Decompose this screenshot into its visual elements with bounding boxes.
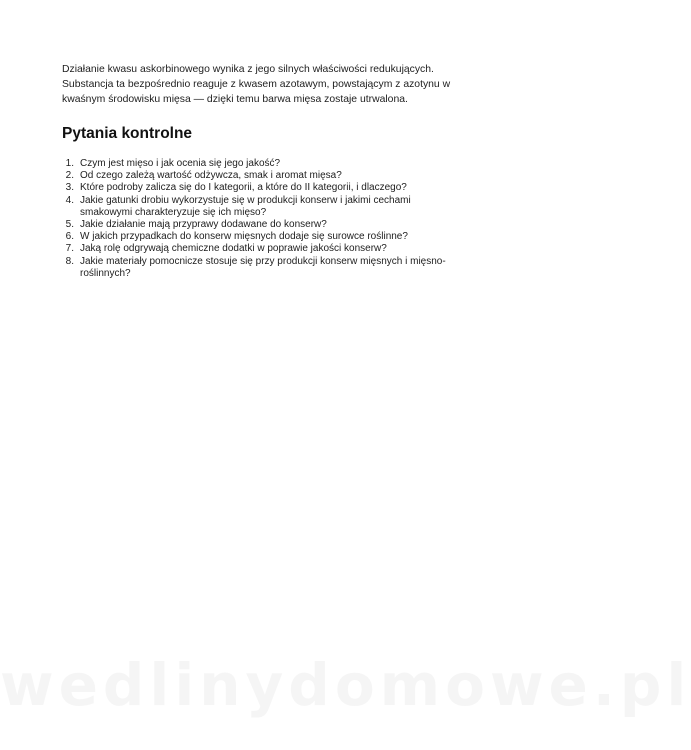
question-number: 8. bbox=[65, 255, 74, 267]
page-content bbox=[62, 62, 462, 280]
question-text: W jakich przypadkach do konserw mięsnych dodaje się surowce roślinne? bbox=[80, 231, 408, 243]
question-number: 5. bbox=[65, 219, 74, 231]
question-item bbox=[62, 219, 462, 231]
question-number: 6. bbox=[65, 231, 74, 243]
site-watermark: wedlinydomowe.pl bbox=[0, 651, 691, 719]
question-item bbox=[62, 158, 462, 170]
question-number: 7. bbox=[65, 243, 74, 255]
question-text: Od czego zależą wartość odżywcza, smak i aromat mięsa? bbox=[80, 170, 342, 182]
question-number: 2. bbox=[65, 170, 74, 182]
questions-list bbox=[62, 158, 462, 280]
intro-paragraph: Działanie kwasu askorbinowego wynika z jego silnych właściwości redukujących. Substancja ta bezpośrednio reaguje z kwasem azotawym, powstającym z azotynu w kwaśnym środowisku mięsa — dzięki temu barwa mięsa zostaje utrwalona. bbox=[62, 64, 451, 105]
question-item bbox=[62, 170, 462, 182]
question-item bbox=[62, 182, 462, 194]
question-text: Jakie działanie mają przyprawy dodawane do konserw? bbox=[80, 219, 327, 231]
question-text: Jakie materiały pomocnicze stosuje się przy produkcji konserw mięsnych i mięsno-roślinnych? bbox=[80, 255, 446, 279]
question-number: 4. bbox=[65, 194, 74, 206]
question-text: Które podroby zalicza się do I kategorii, a które do II kategorii, i dlaczego? bbox=[80, 182, 407, 194]
question-text: Jaką rolę odgrywają chemiczne dodatki w poprawie jakości konserw? bbox=[80, 243, 387, 255]
question-item bbox=[62, 231, 462, 243]
section-heading: Pytania kontrolne bbox=[62, 125, 193, 142]
question-number: 3. bbox=[65, 182, 74, 194]
question-item bbox=[62, 195, 462, 219]
question-item bbox=[62, 256, 462, 280]
question-number: 1. bbox=[65, 158, 74, 169]
question-text: Czym jest mięso i jak ocenia się jego jakość? bbox=[80, 158, 281, 169]
question-text: Jakie gatunki drobiu wykorzystuje się w produkcji konserw i jakimi cechami smakowymi charakteryzuje się ich mięso? bbox=[80, 194, 411, 218]
question-item bbox=[62, 243, 462, 255]
